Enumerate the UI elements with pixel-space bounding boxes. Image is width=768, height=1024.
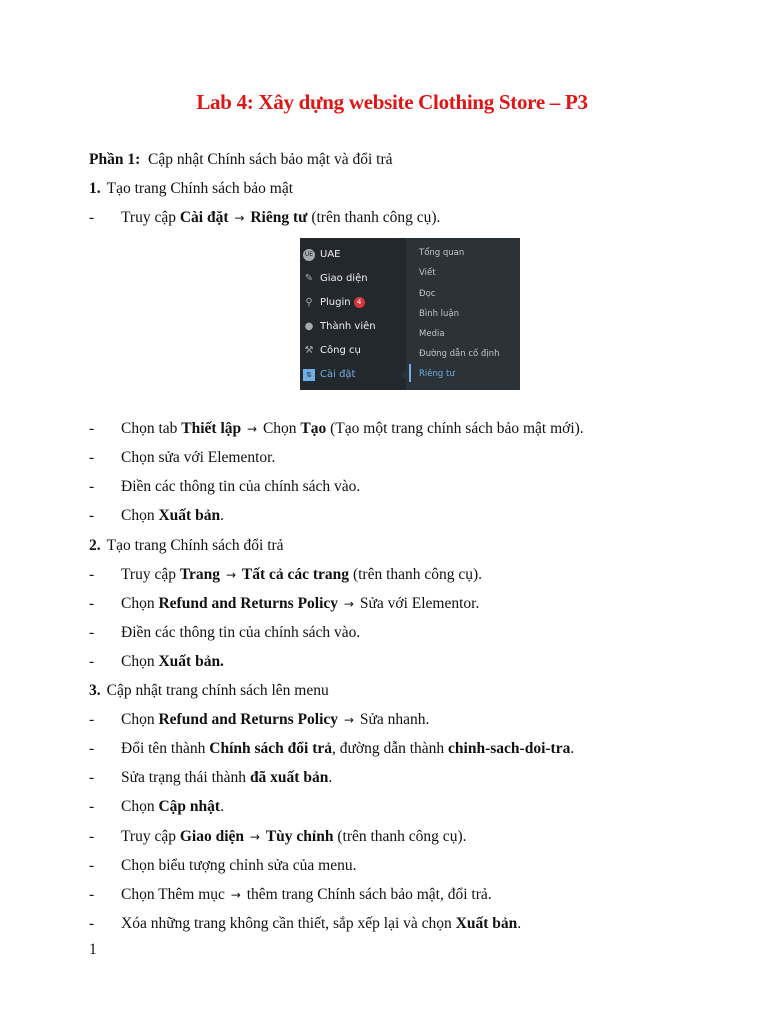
wp-settings-submenu bbox=[406, 238, 520, 390]
tools-icon: ⚒ bbox=[304, 345, 314, 356]
arrow-right-icon: → bbox=[343, 713, 354, 727]
plugin-update-badge: 4 bbox=[354, 297, 365, 308]
wordpress-settings-menu-screenshot bbox=[300, 238, 520, 390]
page-title: Lab 4: Xây dựng website Clothing Store – P3 bbox=[196, 90, 588, 114]
settings-icon: ⇅ bbox=[303, 369, 315, 381]
arrow-right-icon: → bbox=[249, 830, 260, 844]
active-indicator bbox=[409, 364, 411, 382]
wp-menu-uae: UE UAE bbox=[304, 249, 341, 260]
wp-submenu-item: Đường dẫn cố định bbox=[419, 349, 500, 359]
plugin-icon: ⚲ bbox=[305, 297, 313, 308]
users-icon: ● bbox=[304, 321, 314, 332]
section-1-heading: 1. Tạo trang Chính sách bảo mật bbox=[89, 180, 294, 197]
page-number: 1 bbox=[89, 941, 97, 958]
section-3-heading: 3. Cập nhật trang chính sách lên menu bbox=[89, 682, 329, 699]
wp-menu-plugin: ⚲ Plugin 4 bbox=[300, 292, 406, 314]
wp-submenu-item: Tổng quan bbox=[419, 248, 465, 258]
section-2-heading: 2. Tạo trang Chính sách đổi trả bbox=[89, 537, 284, 554]
arrow-right-icon: → bbox=[234, 211, 245, 225]
wp-admin-sidebar bbox=[300, 238, 406, 390]
arrow-right-icon: → bbox=[343, 597, 354, 611]
wp-submenu-item: Bình luận bbox=[419, 309, 460, 319]
wp-submenu-item-privacy: Riêng tư bbox=[419, 369, 455, 379]
wp-menu-tools: ⚒ Công cụ bbox=[304, 345, 361, 356]
wp-submenu-item: Media bbox=[419, 329, 445, 339]
arrow-right-icon: → bbox=[230, 888, 241, 902]
uae-icon: UE bbox=[303, 249, 315, 261]
appearance-icon: ✎ bbox=[304, 273, 314, 284]
arrow-right-icon: → bbox=[247, 422, 258, 436]
wp-submenu-item: Viết bbox=[419, 268, 436, 278]
arrow-right-icon: → bbox=[225, 568, 236, 582]
wp-menu-settings: ⇅ Cài đặt bbox=[300, 364, 406, 386]
wp-menu-users: ● Thành viên bbox=[304, 321, 376, 332]
wp-submenu-item: Đọc bbox=[419, 289, 436, 299]
part-heading: Phần 1: Cập nhật Chính sách bảo mật và đổi trả bbox=[89, 151, 393, 168]
wp-menu-appearance: ✎ Giao diện bbox=[304, 273, 368, 284]
